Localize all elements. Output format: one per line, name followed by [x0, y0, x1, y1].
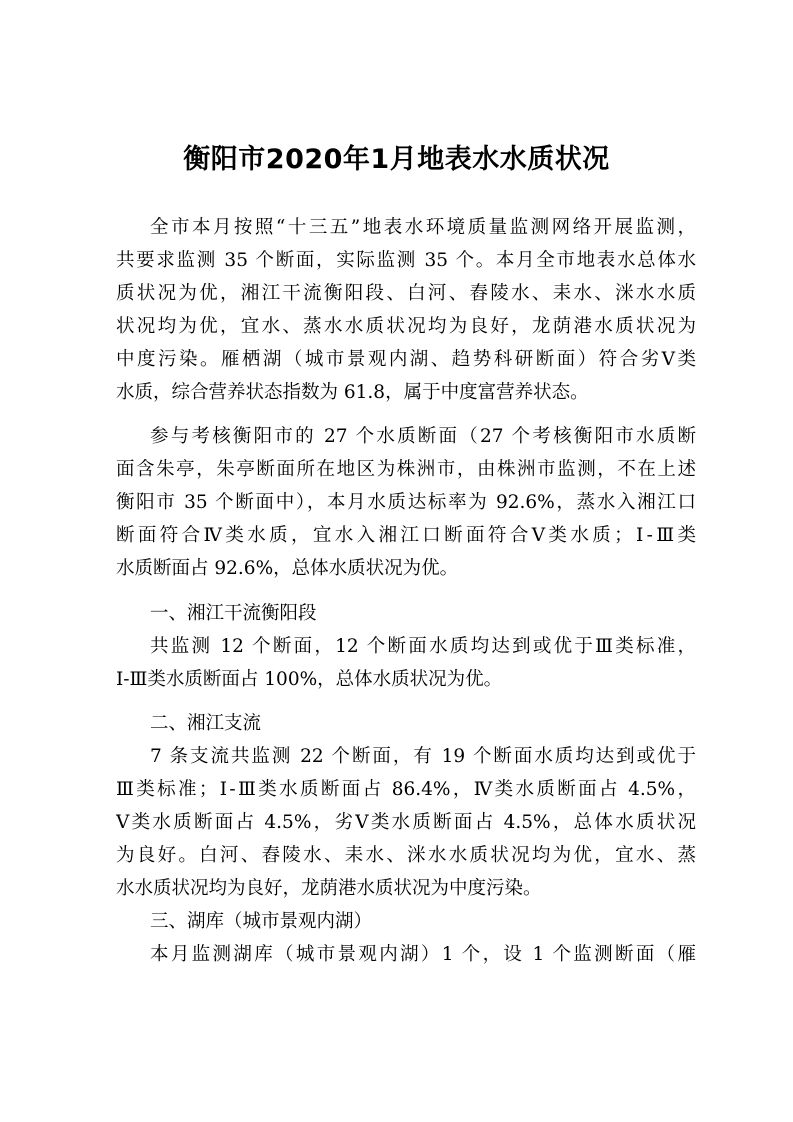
tributaries-line-3: Ⅴ类水质断面占 4.5%，劣Ⅴ类水质断面占 4.5%，总体水质状况 [116, 812, 696, 833]
tributaries-line-5: 水水质状况均为良好，龙荫港水质状况为中度污染。 [116, 878, 542, 899]
paragraph-1-line-3: 质状况为优，湘江干流衡阳段、白河、舂陵水、耒水、洣水水质 [116, 283, 696, 304]
tributaries-line-1: 7 条支流共监测 22 个断面，有 19 个断面水质均达到或优于 [150, 746, 696, 767]
paragraph-1-line-2: 共要求监测 35 个断面，实际监测 35 个。本月全市地表水总体水 [116, 250, 696, 271]
paragraph-2-line-4: 断面符合Ⅳ类水质，宜水入湘江口断面符合Ⅴ类水质；Ⅰ-Ⅲ类 [116, 525, 696, 546]
section-heading-tributaries: 二、湘江支流 [150, 713, 262, 734]
paragraph-1-line-1: 全市本月按照“十三五”地表水环境质量监测网络开展监测， [150, 217, 696, 238]
mainstream-line-1: 共监测 12 个断面，12 个断面水质均达到或优于Ⅲ类标准， [150, 636, 696, 657]
section-heading-lakes: 三、湖库（城市景观内湖） [150, 911, 373, 932]
paragraph-2-line-5: 水质断面占 92.6%，总体水质状况为优。 [116, 558, 459, 579]
paragraph-2-line-2: 面含朱亭，朱亭断面所在地区为株洲市，由株洲市监测，不在上述 [116, 459, 696, 480]
tributaries-line-4: 为良好。白河、舂陵水、耒水、洣水水质状况均为优，宜水、蒸 [116, 845, 696, 866]
paragraph-1-line-5: 中度污染。雁栖湖（城市景观内湖、趋势科研断面）符合劣Ⅴ类 [116, 349, 696, 370]
paragraph-2-line-3: 衡阳市 35 个断面中），本月水质达标率为 92.6%，蒸水入湘江口 [116, 492, 696, 513]
paragraph-1-line-6: 水质，综合营养状态指数为 61.8，属于中度富营养状态。 [116, 382, 589, 403]
paragraph-1-line-4: 状况均为优，宜水、蒸水水质状况均为良好，龙荫港水质状况为 [116, 316, 696, 337]
section-heading-mainstream: 一、湘江干流衡阳段 [150, 603, 317, 624]
tributaries-line-2: Ⅲ类标准；Ⅰ-Ⅲ类水质断面占 86.4%，Ⅳ类水质断面占 4.5%， [116, 779, 696, 800]
mainstream-line-2: Ⅰ-Ⅲ类水质断面占 100%，总体水质状况为优。 [116, 669, 503, 690]
page-title: 衡阳市2020年1月地表水水质状况 [183, 144, 610, 175]
lakes-line-1: 本月监测湖库（城市景观内湖）1 个，设 1 个监测断面（雁 [150, 944, 696, 965]
paragraph-2-line-1: 参与考核衡阳市的 27 个水质断面（27 个考核衡阳市水质断 [150, 426, 696, 447]
